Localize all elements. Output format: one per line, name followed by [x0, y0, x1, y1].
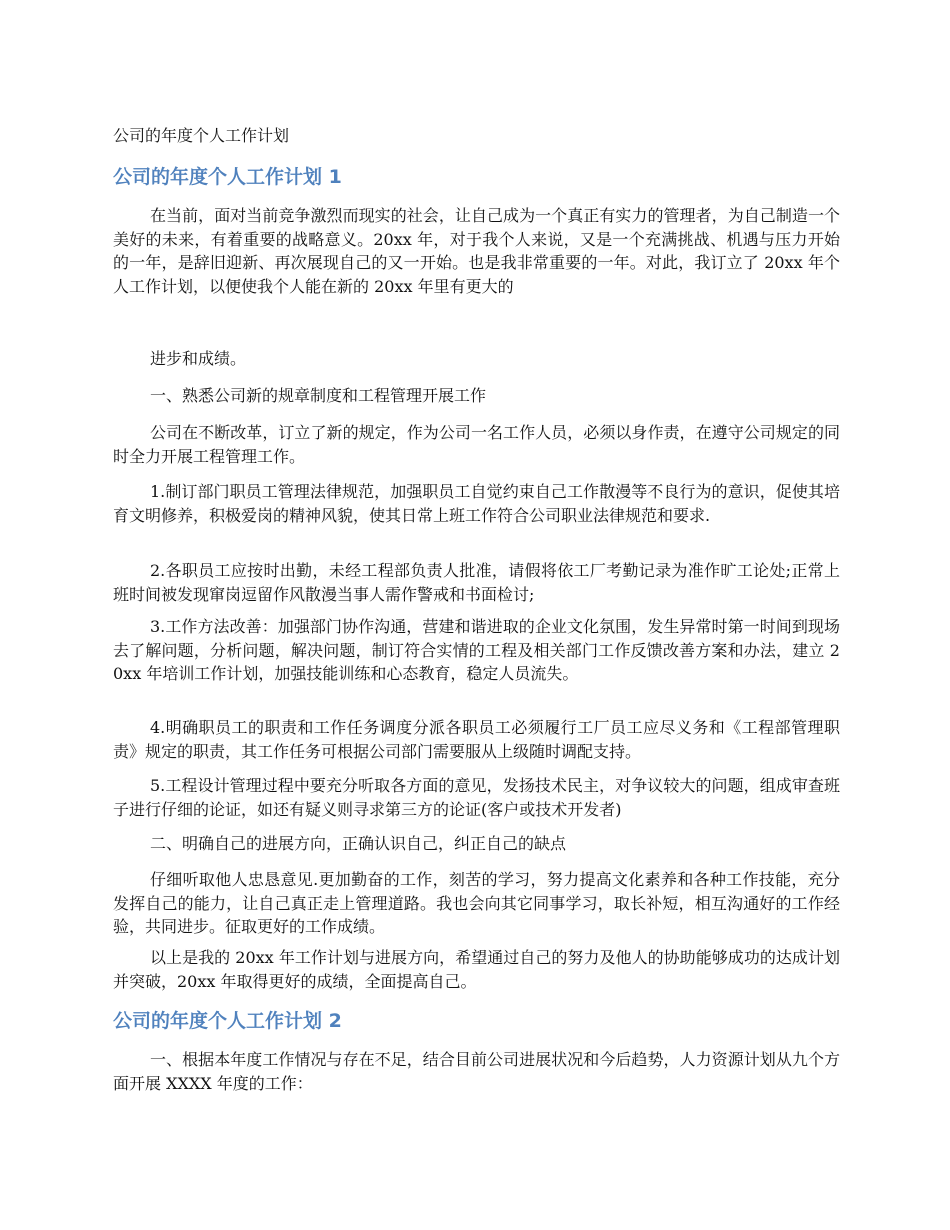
paragraph-progress: 进步和成绩。 [150, 349, 247, 368]
paragraph-point-1: 1.制订部门职员工管理法律规范，加强职员工自觉约束自己工作散漫等不良行为的意识，促使其培育文明修养，积极爱岗的精神风貌，使其日常上班工作符合公司职业法律规范和要求. [113, 482, 840, 525]
paragraph-intro: 在当前，面对当前竞争激烈而现实的社会，让自己成为一个真正有实力的管理者，为自己制造一个美好的未来，有着重要的战略意义。20xx 年，对于我个人来说，又是一个充满挑战、机遇与压力开始的一年，是辞旧迎新、再次展现自己的又一开始。也是我非常重要的一年。对此，我订立了 20xx 年个人工作计划，以便使我个人能在新的 20xx 年里有更大的 [113, 206, 840, 296]
paragraph-point-5: 5.工程设计管理过程中要充分听取各方面的意见，发扬技术民主，对争议较大的问题，组成审查班子进行仔细的论证，如还有疑义则寻求第三方的论证(客户或技术开发者) [113, 776, 840, 819]
section-heading-2: 公司的年度个人工作计划 2 [113, 1010, 342, 1032]
paragraph-company-reform: 公司在不断改革，订立了新的规定，作为公司一名工作人员，必须以身作责，在遵守公司规定的同时全力开展工程管理工作。 [113, 423, 840, 466]
paragraph-point-4: 4.明确职员工的职责和工作任务调度分派各职员工必须履行工厂员工应尽义务和《工程部管理职责》规定的职责，其工作任务可根据公司部门需要服从上级随时调配支持。 [113, 718, 840, 761]
paragraph-point-3: 3.工作方法改善：加强部门协作沟通，营建和谐进取的企业文化氛围，发生异常时第一时间到现场去了解问题，分析问题，解决问题，制订符合实情的工程及相关部门工作反馈改善方案和办法，建立 20xx 年培训工作计划，加强技能训练和心态教育，稳定人员流失。 [113, 617, 840, 683]
paragraph-hr-plan: 一、根据本年度工作情况与存在不足，结合目前公司进展状况和今后趋势，人力资源计划从九个方面开展 XXXX 年度的工作： [113, 1050, 840, 1093]
section-heading-1: 公司的年度个人工作计划 1 [113, 166, 342, 188]
document-title: 公司的年度个人工作计划 [113, 126, 290, 145]
paragraph-item-2-heading: 二、明确自己的进展方向，正确认识自己，纠正自己的缺点 [150, 834, 567, 853]
paragraph-self-improvement: 仔细听取他人忠恳意见.更加勤奋的工作，刻苦的学习，努力提高文化素养和各种工作技能，充分发挥自己的能力，让自己真正走上管理道路。我也会向其它同事学习，取长补短，相互沟通好的工作经验，共同进步。征取更好的工作成绩。 [113, 870, 840, 936]
paragraph-conclusion: 以上是我的 20xx 年工作计划与进展方向，希望通过自己的努力及他人的协助能够成功的达成计划并突破，20xx 年取得更好的成绩，全面提高自己。 [113, 948, 840, 991]
paragraph-item-1-heading: 一、熟悉公司新的规章制度和工程管理开展工作 [150, 386, 487, 405]
paragraph-point-2: 2.各职员工应按时出勤，未经工程部负责人批准，请假将依工厂考勤记录为准作旷工论处;正常上班时间被发现窜岗逗留作风散漫当事人需作警戒和书面检讨; [113, 561, 840, 604]
